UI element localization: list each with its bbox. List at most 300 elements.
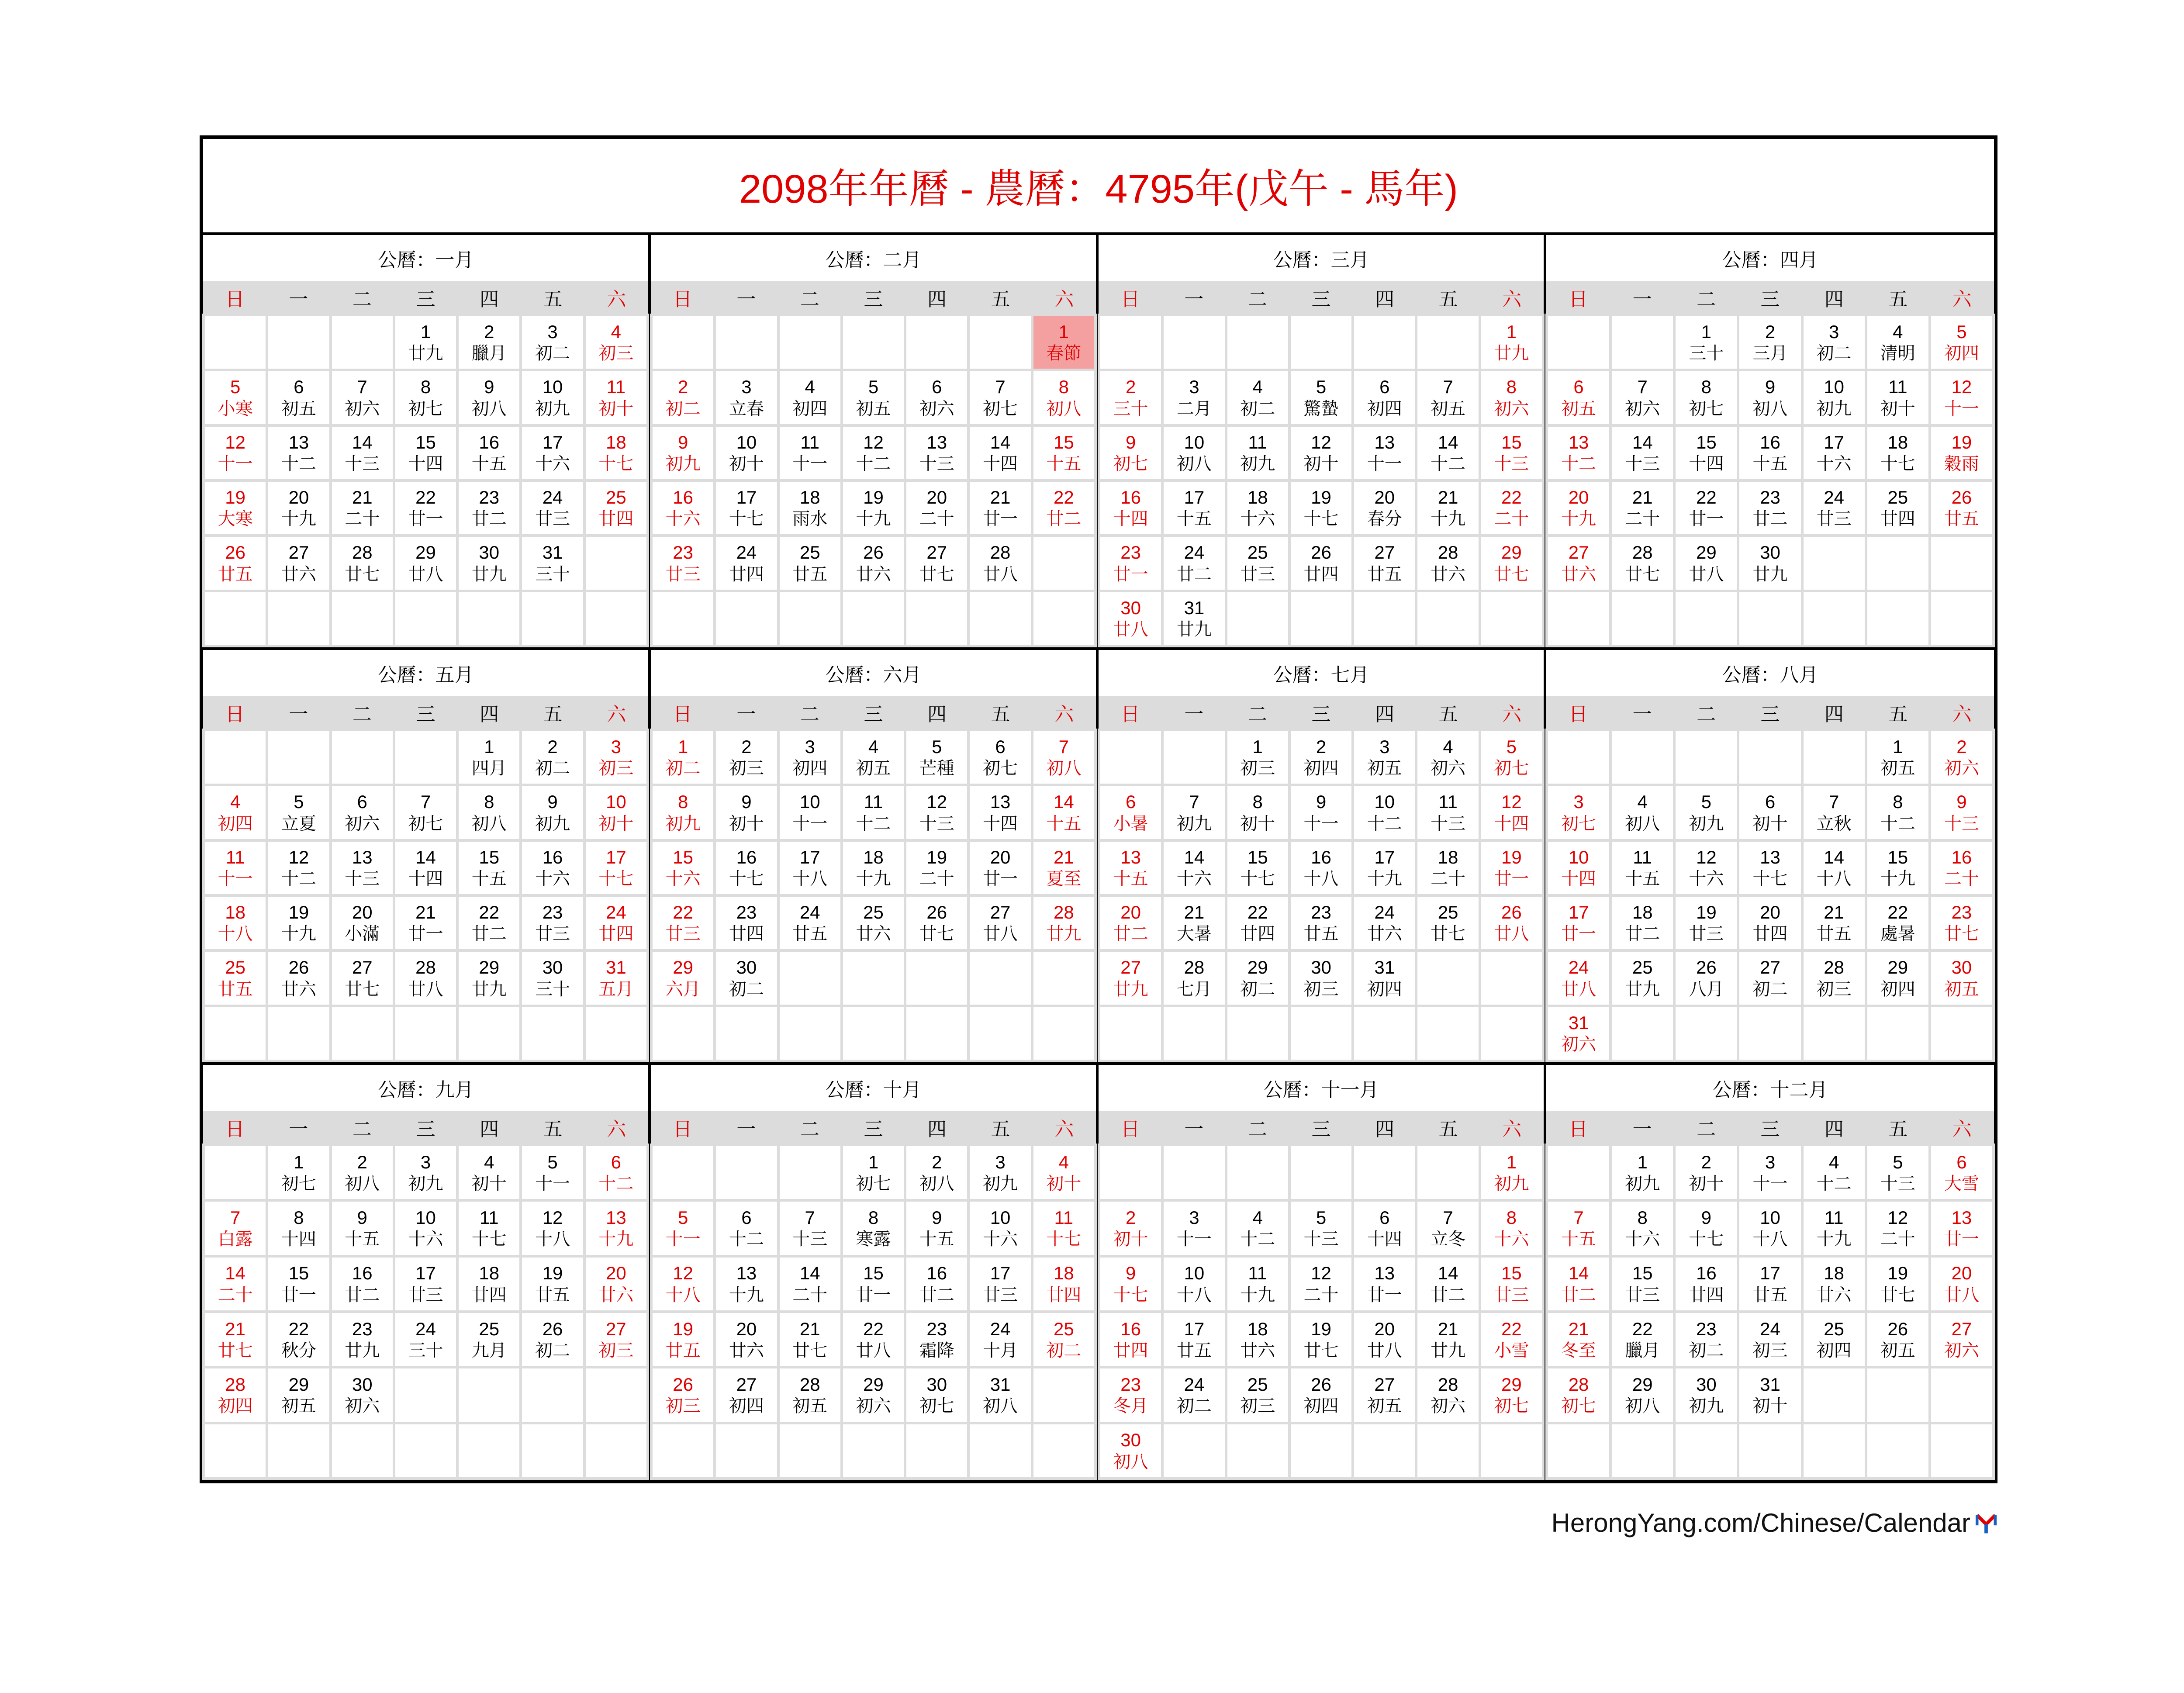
lunar-date: 廿九 — [1431, 1340, 1466, 1361]
lunar-date: 初九 — [1240, 454, 1275, 474]
day-number: 23 — [352, 1318, 373, 1339]
lunar-date: 十五 — [1752, 454, 1788, 474]
lunar-date: 初八 — [471, 813, 507, 834]
day-number: 25 — [1632, 957, 1653, 978]
day-cell — [268, 897, 329, 949]
day-number: 14 — [225, 1263, 245, 1284]
day-number: 30 — [352, 1374, 373, 1395]
lunar-date: 廿六 — [281, 979, 316, 999]
day-cell — [906, 1202, 967, 1254]
empty-cell — [1354, 1146, 1415, 1199]
day-cell — [586, 316, 646, 369]
day-cell — [843, 1146, 904, 1199]
day-number: 30 — [479, 542, 500, 563]
empty-cell — [1676, 592, 1737, 645]
lunar-date: 廿二 — [345, 1285, 380, 1305]
lunar-date: 廿五 — [1303, 924, 1339, 944]
lunar-date: 初九 — [1625, 1173, 1660, 1194]
day-number: 4 — [484, 1151, 494, 1172]
day-number: 7 — [1443, 1207, 1453, 1228]
lunar-date: 十七 — [1689, 1229, 1724, 1250]
day-number: 12 — [1951, 377, 1972, 397]
day-number: 13 — [1374, 432, 1395, 453]
lunar-date: 廿三 — [665, 924, 701, 944]
empty-cell — [268, 731, 329, 784]
empty-cell — [395, 1424, 456, 1477]
day-number: 4 — [805, 377, 815, 397]
day-number: 27 — [990, 902, 1011, 923]
lunar-date: 十五 — [1046, 454, 1082, 474]
day-number: 10 — [1184, 432, 1205, 453]
day-number: 19 — [673, 1318, 693, 1339]
day-number: 3 — [741, 377, 752, 397]
lunar-date: 初六 — [1625, 398, 1660, 419]
day-number: 18 — [1247, 1318, 1268, 1339]
empty-cell — [1417, 1424, 1478, 1477]
day-cell — [1227, 537, 1288, 589]
lunar-date: 廿二 — [1561, 1285, 1597, 1305]
weekday-label: 四 — [927, 288, 947, 311]
lunar-date: 初十 — [729, 813, 764, 834]
empty-cell — [1612, 1424, 1673, 1477]
logo-icon — [1975, 1512, 1997, 1534]
day-number: 3 — [611, 736, 622, 757]
empty-cell — [1739, 731, 1800, 784]
day-number: 15 — [1247, 846, 1268, 867]
day-number: 28 — [1824, 957, 1844, 978]
day-cell — [1227, 731, 1288, 784]
lunar-date: 初九 — [535, 813, 570, 834]
lunar-date: 廿一 — [1113, 564, 1148, 584]
day-number: 27 — [926, 542, 947, 563]
day-number: 10 — [1760, 1207, 1780, 1228]
lunar-date: 初六 — [345, 398, 380, 419]
day-cell — [1739, 316, 1800, 369]
weekday-header — [1099, 696, 1544, 729]
day-cell — [843, 482, 904, 534]
day-number: 21 — [352, 487, 373, 508]
empty-cell — [1931, 1007, 1992, 1060]
day-number: 15 — [1632, 1263, 1653, 1284]
day-grid — [203, 314, 648, 647]
weekday-label: 六 — [1502, 1118, 1522, 1140]
lunar-date: 廿七 — [1880, 1285, 1915, 1305]
day-cell — [780, 786, 840, 839]
lunar-date: 十二 — [729, 1229, 764, 1250]
lunar-date: 初八 — [471, 398, 507, 419]
day-number: 14 — [990, 432, 1011, 453]
empty-cell — [970, 592, 1030, 645]
lunar-date: 廿六 — [1431, 564, 1466, 584]
day-number: 30 — [736, 957, 757, 978]
day-number: 8 — [1637, 1207, 1648, 1228]
weekday-header — [651, 696, 1096, 729]
lunar-date: 初四 — [1944, 343, 1979, 364]
day-number: 21 — [1824, 902, 1844, 923]
lunar-date: 初九 — [665, 454, 701, 474]
day-number: 22 — [1053, 487, 1074, 508]
day-number: 14 — [1053, 791, 1074, 812]
lunar-date: 初六 — [1494, 398, 1529, 419]
weekday-label: 日 — [225, 288, 245, 311]
lunar-date: 十五 — [345, 1229, 380, 1250]
day-cell — [522, 897, 583, 949]
lunar-date: 初四 — [1303, 1396, 1339, 1417]
lunar-date: 十三 — [792, 1229, 828, 1250]
day-number: 24 — [605, 902, 626, 923]
day-number: 5 — [677, 1207, 688, 1228]
day-number: 23 — [926, 1318, 947, 1339]
day-number: 11 — [1054, 1207, 1074, 1228]
day-number: 19 — [1887, 1263, 1908, 1284]
day-number: 13 — [605, 1207, 626, 1228]
weekday-label: 五 — [1438, 1118, 1458, 1140]
lunar-date: 初二 — [535, 343, 570, 364]
day-number: 18 — [863, 846, 884, 867]
lunar-date: 十九 — [1240, 1285, 1275, 1305]
empty-cell — [1227, 1424, 1288, 1477]
month-panel — [203, 235, 651, 650]
day-cell — [1548, 537, 1609, 589]
day-number: 4 — [230, 791, 241, 812]
lunar-date: 十五 — [1113, 869, 1148, 889]
lunar-date: 初二 — [1046, 1340, 1082, 1361]
lunar-date: 十八 — [1303, 869, 1339, 889]
empty-cell — [1612, 316, 1673, 369]
lunar-date: 二十 — [919, 869, 954, 889]
day-cell — [332, 482, 393, 534]
lunar-date: 三十 — [408, 1340, 443, 1361]
calendar-title: 2098年年曆 - 農曆：4795年(戊午 - 馬年) — [203, 139, 1994, 235]
day-cell — [1417, 537, 1478, 589]
day-number: 14 — [1438, 432, 1458, 453]
day-cell — [205, 1258, 266, 1310]
day-number: 12 — [542, 1207, 563, 1228]
lunar-date: 立冬 — [1431, 1229, 1466, 1250]
day-cell — [1100, 1368, 1161, 1421]
empty-cell — [1481, 1007, 1542, 1060]
day-cell — [1867, 786, 1928, 839]
day-number: 26 — [673, 1374, 693, 1395]
empty-cell — [1033, 1424, 1094, 1477]
day-cell — [1804, 1258, 1865, 1310]
day-number: 30 — [1120, 597, 1141, 618]
weekday-label: 二 — [800, 703, 819, 726]
day-grid — [203, 1144, 648, 1480]
day-number: 16 — [1120, 1318, 1141, 1339]
day-cell — [1612, 1258, 1673, 1310]
day-number: 22 — [479, 902, 500, 923]
day-cell — [1100, 1424, 1161, 1477]
weekday-label: 一 — [736, 1118, 756, 1140]
lunar-date: 廿四 — [1880, 509, 1915, 529]
month-panel — [1546, 650, 1994, 1065]
lunar-date: 廿七 — [1494, 564, 1529, 584]
day-cell — [1354, 482, 1415, 534]
day-number: 21 — [1632, 487, 1653, 508]
day-number: 30 — [1951, 957, 1972, 978]
day-cell — [1164, 1313, 1224, 1366]
footer-url[interactable]: HerongYang.com/Chinese/Calendar — [1551, 1508, 1970, 1538]
lunar-date: 初十 — [1113, 1229, 1148, 1250]
day-cell — [1931, 731, 1992, 784]
weekday-label: 二 — [1697, 703, 1716, 726]
day-cell — [268, 1368, 329, 1421]
day-cell — [970, 1202, 1030, 1254]
day-cell — [332, 1313, 393, 1366]
lunar-date: 十五 — [1176, 509, 1212, 529]
day-number: 19 — [1311, 487, 1331, 508]
lunar-date: 十七 — [729, 869, 764, 889]
day-number: 28 — [1053, 902, 1074, 923]
day-cell — [970, 482, 1030, 534]
weekday-label: 四 — [1824, 1118, 1844, 1140]
empty-cell — [522, 1424, 583, 1477]
empty-cell — [716, 1007, 777, 1060]
day-number: 22 — [1887, 902, 1908, 923]
day-cell — [1481, 897, 1542, 949]
empty-cell — [1291, 1007, 1351, 1060]
lunar-date: 初四 — [729, 1396, 764, 1417]
lunar-date: 二十 — [1625, 509, 1660, 529]
lunar-date: 廿一 — [408, 509, 443, 529]
day-number: 13 — [1120, 846, 1141, 867]
lunar-date: 廿二 — [1176, 564, 1212, 584]
day-cell — [906, 482, 967, 534]
empty-cell — [1548, 316, 1609, 369]
day-number: 24 — [990, 1318, 1011, 1339]
day-cell — [716, 786, 777, 839]
weekday-label: 三 — [416, 1118, 435, 1140]
day-number: 17 — [415, 1263, 436, 1284]
day-cell — [522, 482, 583, 534]
empty-cell — [1291, 316, 1351, 369]
day-cell — [1931, 482, 1992, 534]
day-number: 28 — [1438, 1374, 1458, 1395]
day-cell — [205, 842, 266, 894]
lunar-date: 廿六 — [1561, 564, 1597, 584]
day-cell — [1354, 1368, 1415, 1421]
day-cell — [205, 537, 266, 589]
day-cell — [1291, 1258, 1351, 1310]
day-number: 26 — [1311, 1374, 1331, 1395]
lunar-date: 十一 — [1367, 454, 1402, 474]
lunar-date: 初五 — [792, 1396, 828, 1417]
day-cell — [716, 482, 777, 534]
day-cell — [1100, 897, 1161, 949]
weekday-label: 二 — [352, 288, 372, 311]
lunar-date: 十四 — [1367, 1229, 1402, 1250]
day-number: 20 — [1568, 487, 1589, 508]
day-cell — [906, 1258, 967, 1310]
day-cell — [1867, 482, 1928, 534]
day-cell — [586, 952, 646, 1004]
day-cell — [843, 786, 904, 839]
lunar-date: 冬至 — [1561, 1340, 1597, 1361]
day-cell — [586, 897, 646, 949]
empty-cell — [1739, 1424, 1800, 1477]
empty-cell — [1548, 731, 1609, 784]
day-cell — [1612, 427, 1673, 479]
lunar-date: 十二 — [856, 813, 891, 834]
empty-cell — [1417, 952, 1478, 1004]
day-cell — [522, 427, 583, 479]
day-number: 5 — [230, 377, 241, 397]
day-cell — [1804, 316, 1865, 369]
day-cell — [1867, 1146, 1928, 1199]
day-cell — [1354, 897, 1415, 949]
day-number: 7 — [1637, 377, 1648, 397]
empty-cell — [653, 1146, 713, 1199]
day-number: 24 — [1184, 542, 1205, 563]
empty-cell — [843, 316, 904, 369]
day-number: 6 — [294, 377, 304, 397]
lunar-date: 小滿 — [345, 924, 380, 944]
day-cell — [1867, 1313, 1928, 1366]
day-cell — [843, 1202, 904, 1254]
lunar-date: 初五 — [1880, 1340, 1915, 1361]
day-number: 29 — [288, 1374, 309, 1395]
day-cell — [780, 1202, 840, 1254]
day-cell — [1548, 952, 1609, 1004]
day-cell — [906, 786, 967, 839]
day-number: 5 — [1316, 377, 1327, 397]
day-number: 9 — [1956, 791, 1967, 812]
day-number: 23 — [1760, 487, 1780, 508]
lunar-date: 十二 — [1816, 1173, 1852, 1194]
lunar-date: 冬月 — [1113, 1396, 1148, 1417]
day-cell — [970, 371, 1030, 424]
day-cell — [205, 897, 266, 949]
day-cell — [1676, 1146, 1737, 1199]
day-cell — [716, 1313, 777, 1366]
empty-cell — [843, 952, 904, 1004]
lunar-date: 十八 — [218, 924, 253, 944]
day-number: 3 — [1573, 791, 1584, 812]
empty-cell — [1612, 731, 1673, 784]
lunar-date: 初九 — [1176, 813, 1212, 834]
day-cell — [1612, 537, 1673, 589]
empty-cell — [1227, 1007, 1288, 1060]
day-number: 30 — [1120, 1430, 1141, 1451]
day-cell — [1739, 537, 1800, 589]
day-number: 29 — [415, 542, 436, 563]
day-number: 1 — [868, 1151, 879, 1172]
lunar-date: 十一 — [665, 1229, 701, 1250]
lunar-date: 三月 — [1752, 343, 1788, 364]
empty-cell — [1931, 592, 1992, 645]
lunar-date: 初二 — [665, 758, 701, 779]
day-number: 22 — [1632, 1318, 1653, 1339]
month-panel — [651, 650, 1099, 1065]
day-cell — [1612, 482, 1673, 534]
empty-cell — [716, 1424, 777, 1477]
day-cell — [1548, 786, 1609, 839]
lunar-date: 十一 — [792, 454, 828, 474]
day-number: 12 — [1696, 846, 1717, 867]
day-cell — [1548, 1313, 1609, 1366]
day-cell — [1676, 371, 1737, 424]
lunar-date: 芒種 — [919, 758, 954, 779]
day-number: 1 — [1506, 1151, 1517, 1172]
day-cell — [1867, 371, 1928, 424]
lunar-date: 廿九 — [1176, 619, 1212, 640]
footer — [1552, 1508, 1997, 1538]
weekday-header — [203, 696, 648, 729]
day-number: 10 — [799, 791, 820, 812]
empty-cell — [1227, 1146, 1288, 1199]
day-cell — [1548, 1007, 1609, 1060]
day-cell — [780, 371, 840, 424]
day-cell — [205, 427, 266, 479]
day-number: 26 — [926, 902, 947, 923]
day-number: 6 — [611, 1151, 622, 1172]
weekday-label: 三 — [864, 288, 883, 311]
day-cell — [843, 842, 904, 894]
lunar-date: 寒露 — [856, 1229, 891, 1250]
day-cell — [1417, 897, 1478, 949]
day-number: 28 — [1438, 542, 1458, 563]
empty-cell — [522, 1007, 583, 1060]
empty-cell — [1867, 537, 1928, 589]
lunar-date: 十四 — [1494, 813, 1529, 834]
day-cell — [459, 1202, 519, 1254]
day-cell — [459, 786, 519, 839]
lunar-date: 十九 — [729, 1285, 764, 1305]
day-number: 20 — [1120, 902, 1141, 923]
day-number: 13 — [288, 432, 309, 453]
day-cell — [843, 537, 904, 589]
day-cell — [716, 842, 777, 894]
day-cell — [906, 371, 967, 424]
day-number: 20 — [990, 846, 1011, 867]
day-number: 18 — [1824, 1263, 1844, 1284]
day-number: 4 — [868, 736, 879, 757]
lunar-date: 初五 — [281, 1396, 316, 1417]
day-number: 22 — [1501, 487, 1522, 508]
lunar-date: 廿六 — [1240, 1340, 1275, 1361]
lunar-date: 驚蟄 — [1303, 398, 1339, 419]
day-number: 16 — [542, 846, 563, 867]
day-number: 30 — [926, 1374, 947, 1395]
day-number: 10 — [1374, 791, 1395, 812]
day-number: 15 — [1501, 1263, 1522, 1284]
day-number: 17 — [1184, 1318, 1205, 1339]
month-title: 公曆：五月 — [377, 664, 474, 686]
day-cell — [653, 1313, 713, 1366]
day-cell — [780, 1368, 840, 1421]
weekday-label: 日 — [1569, 1118, 1588, 1140]
lunar-date: 初三 — [1240, 1396, 1275, 1417]
weekday-label: 三 — [1760, 1118, 1780, 1140]
day-number: 1 — [677, 736, 688, 757]
lunar-date: 廿九 — [345, 1340, 380, 1361]
day-cell — [395, 1258, 456, 1310]
lunar-date: 十八 — [1176, 1285, 1212, 1305]
weekday-label: 二 — [352, 703, 372, 726]
day-cell — [1227, 786, 1288, 839]
day-number: 16 — [1120, 487, 1141, 508]
day-cell — [1100, 1202, 1161, 1254]
day-cell — [1676, 952, 1737, 1004]
day-number: 29 — [1501, 542, 1522, 563]
day-cell — [780, 1313, 840, 1366]
lunar-date: 初二 — [1752, 979, 1788, 999]
day-number: 11 — [225, 846, 245, 867]
lunar-date: 十六 — [408, 1229, 443, 1250]
lunar-date: 廿二 — [1113, 924, 1148, 944]
day-number: 4 — [1252, 1207, 1263, 1228]
